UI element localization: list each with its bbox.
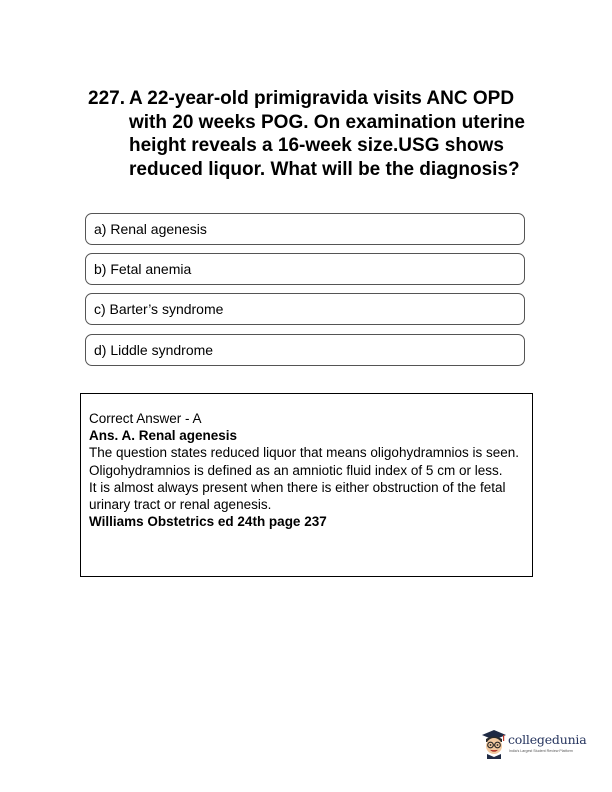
explanation-line: The question states reduced liquor that means oligohydramnios is seen. — [89, 445, 519, 461]
option-c[interactable]: c) Barter’s syndrome — [85, 293, 525, 325]
answer-heading: Ans. A. Renal agenesis — [89, 428, 238, 444]
logo-name: collegedunia — [508, 732, 587, 747]
answer-box — [80, 393, 533, 577]
graduate-mascot-icon — [481, 729, 507, 759]
collegedunia-logo — [481, 729, 591, 761]
answer-reference: Williams Obstetrics ed 24th page 237 — [89, 514, 327, 530]
logo-tagline: India's Largest Student Review Platform — [509, 749, 573, 753]
option-d[interactable]: d) Liddle syndrome — [85, 334, 525, 366]
option-a[interactable]: a) Renal agenesis — [85, 213, 525, 245]
explanation-line: It is almost always present when there is either obstruction of the fetal urinary tract or renal agenesis. — [89, 479, 506, 513]
question — [88, 87, 538, 181]
explanation-line: Oligohydramnios is defined as an amniotic fluid index of 5 cm or less. — [89, 462, 503, 478]
option-b[interactable]: b) Fetal anemia — [85, 253, 525, 285]
question-text: A 22-year-old primigravida visits ANC OPD with 20 weeks POG. On examination uterine height reveals a 16-week size.USG shows reduced liquor. What will be the diagnosis? — [129, 88, 525, 180]
question-number: 227. — [88, 88, 125, 109]
correct-answer: Correct Answer - A — [89, 411, 202, 426]
